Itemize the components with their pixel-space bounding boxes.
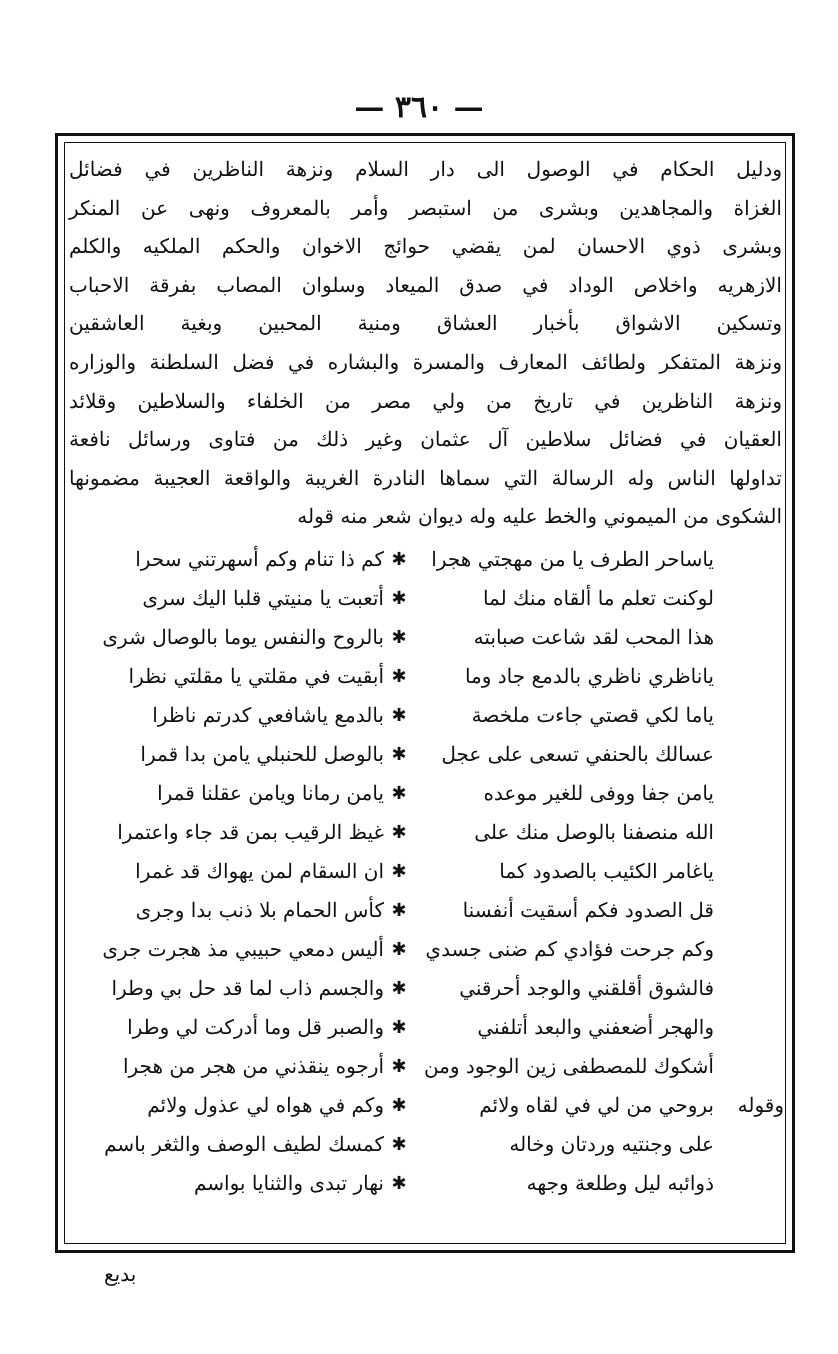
- verse-first-hemistich: ياناظري ناظري بالدمع جاد وما: [464, 663, 714, 688]
- catchword: بديع: [104, 1262, 137, 1286]
- verse-line: [63, 657, 788, 696]
- verse-line: [63, 1008, 788, 1047]
- verse-separator-icon: ✱: [391, 860, 407, 882]
- verse-line: [63, 969, 788, 1008]
- verse-second-hemistich: بالوصل للحنبلي يامن بدا قمرا: [140, 741, 384, 766]
- verse-second-hemistich: أبقيت في مقلتي يا مقلتي نظرا: [128, 663, 384, 688]
- verse-first-hemistich: والهجر أضعفني والبعد أتلفني: [477, 1014, 714, 1039]
- verse-first-hemistich: قل الصدود فكم أسقيت أنفسنا: [462, 897, 714, 922]
- verse-separator-icon: ✱: [391, 938, 407, 960]
- verse-separator-icon: ✱: [391, 743, 407, 765]
- verse-second-hemistich: يامن رمانا ويامن عقلنا قمرا: [157, 780, 384, 805]
- main-text: [63, 150, 788, 1203]
- verse-first-hemistich: عسالك بالحنفي تسعى على عجل: [441, 741, 714, 766]
- verse-line: [63, 930, 788, 969]
- verse-first-hemistich: وكم جرحت فؤادي كم ضنى جسدي: [425, 936, 714, 961]
- verse-separator-icon: ✱: [391, 1172, 407, 1194]
- verse-first-hemistich: يامن جفا ووفى للغير موعده: [483, 780, 714, 805]
- verse-line: [63, 891, 788, 930]
- verse-line: [63, 1047, 788, 1086]
- verse-line: [63, 813, 788, 852]
- verse-separator-icon: ✱: [391, 821, 407, 843]
- verse-line: [63, 579, 788, 618]
- verse-separator-icon: ✱: [391, 626, 407, 648]
- verse-first-hemistich: ياغامر الكئيب بالصدود كما: [499, 858, 714, 883]
- verse-second-hemistich: ان السقام لمن يهواك قد غمرا: [135, 858, 384, 883]
- verse-line: [63, 1125, 788, 1164]
- verse-second-hemistich: أليس دمعي حبيبي مذ هجرت جرى: [102, 936, 384, 961]
- prose-line: ونزهة الناظرين في تاريخ من ولي مصر من الخلفاء والسلاطين وقلائد: [69, 388, 782, 413]
- verse-separator-icon: ✱: [391, 665, 407, 687]
- verse-second-hemistich: نهار تبدى والثنايا بواسم: [193, 1170, 384, 1195]
- verse-separator-icon: ✱: [391, 1016, 407, 1038]
- verse-first-hemistich: بروحي من لي في لقاه ولائم: [479, 1092, 714, 1117]
- verse-first-hemistich: لوكنت تعلم ما ألقاه منك لما: [482, 585, 714, 610]
- prose-line: تداولها الناس وله الرسالة التي سماها النادرة الغريبة والواقعة العجيبة مضمونها: [69, 465, 782, 490]
- verse-second-hemistich: كأس الحمام بلا ذنب بدا وجرى: [135, 897, 384, 922]
- verse-second-hemistich: كمسك لطيف الوصف والثغر باسم: [104, 1131, 384, 1156]
- prose-line: وتسكين الاشواق بأخبار العشاق ومنية المحبين وبغية العاشقين: [69, 311, 782, 336]
- verse-second-hemistich: أرجوه ينقذني من هجر من هجرا: [122, 1053, 384, 1078]
- prose-line: الازهريه واخلاص الوداد في صدق الميعاد وسلوان المصاب بفرقة الاحباب: [69, 272, 782, 297]
- verse-line: [63, 1086, 788, 1125]
- verse-second-hemistich: أتعبت يا منيتي قلبا اليك سرى: [142, 585, 384, 610]
- verse-first-hemistich: على وجنتيه وردتان وخاله: [509, 1131, 714, 1156]
- verse-second-hemistich: كم ذا تنام وكم أسهرتني سحرا: [135, 546, 384, 571]
- verse-separator-icon: ✱: [391, 782, 407, 804]
- verse-line: [63, 852, 788, 891]
- verse-first-hemistich: ياما لكي قصتي جاءت ملخصة: [471, 702, 714, 727]
- verse-separator-icon: ✱: [391, 1055, 407, 1077]
- verse-separator-icon: ✱: [391, 548, 407, 570]
- prose-line: ودليل الحكام في الوصول الى دار السلام ونزهة الناظرين في فضائل: [69, 157, 782, 181]
- verse-first-hemistich: أشكوك للمصطفى زين الوجود ومن: [423, 1053, 714, 1078]
- prose-line: العقيان في فضائل سلاطين آل عثمان وغير ذلك من فتاوى ورسائل نافعة: [69, 427, 782, 452]
- poem-verses: [63, 540, 788, 1203]
- verse-line: [63, 618, 788, 657]
- prose-paragraph: [63, 150, 788, 536]
- page-number: — ٣٦٠ —: [354, 90, 484, 125]
- verse-second-hemistich: بالدمع ياشافعي كدرتم ناظرا: [152, 702, 384, 727]
- verse-line: [63, 774, 788, 813]
- prose-line: ونزهة المتفكر ولطائف المعارف والمسرة والبشاره في فضل السلطنة والوزاره: [69, 349, 782, 374]
- verse-second-hemistich: غيظ الرقيب بمن قد جاء واعتمرا: [117, 819, 384, 844]
- prose-line: الشكوى من الميموني والخط عليه وله ديوان شعر منه قوله: [297, 504, 782, 529]
- verse-line: [63, 1164, 788, 1203]
- verse-first-hemistich: فالشوق أقلقني والوجد أحرقني: [459, 975, 714, 1000]
- verse-first-hemistich: ذوائبه ليل وطلعة وجهه: [526, 1170, 714, 1195]
- verse-line: [63, 540, 788, 579]
- verse-separator-icon: ✱: [391, 1094, 407, 1116]
- verse-separator-icon: ✱: [391, 587, 407, 609]
- verse-first-hemistich: الله منصفنا بالوصل منك على: [474, 819, 714, 844]
- verse-separator-icon: ✱: [391, 899, 407, 921]
- verse-second-hemistich: والصبر قل وما أدركت لي وطرا: [127, 1014, 384, 1039]
- verse-second-hemistich: وكم في هواه لي عذول ولائم: [147, 1092, 384, 1117]
- verse-second-hemistich: والجسم ذاب لما قد حل بي وطرا: [111, 975, 384, 1000]
- prose-line: وبشرى ذوي الاحسان لمن يقضي حوائج الاخوان والحكم الملكيه والكلم: [69, 234, 782, 259]
- verse-first-hemistich: ياساحر الطرف يا من مهجتي هجرا: [431, 546, 714, 571]
- verse-intro-label: وقوله: [737, 1092, 784, 1117]
- verse-line: [63, 696, 788, 735]
- verse-first-hemistich: هذا المحب لقد شاعت صبابته: [473, 624, 714, 649]
- prose-line: الغزاة والمجاهدين وبشرى من استبصر وأمر بالمعروف ونهى عن المنكر: [69, 195, 782, 220]
- verse-separator-icon: ✱: [391, 704, 407, 726]
- verse-second-hemistich: بالروح والنفس يوما بالوصال شرى: [102, 624, 384, 649]
- verse-separator-icon: ✱: [391, 977, 407, 999]
- verse-separator-icon: ✱: [391, 1133, 407, 1155]
- verse-line: [63, 735, 788, 774]
